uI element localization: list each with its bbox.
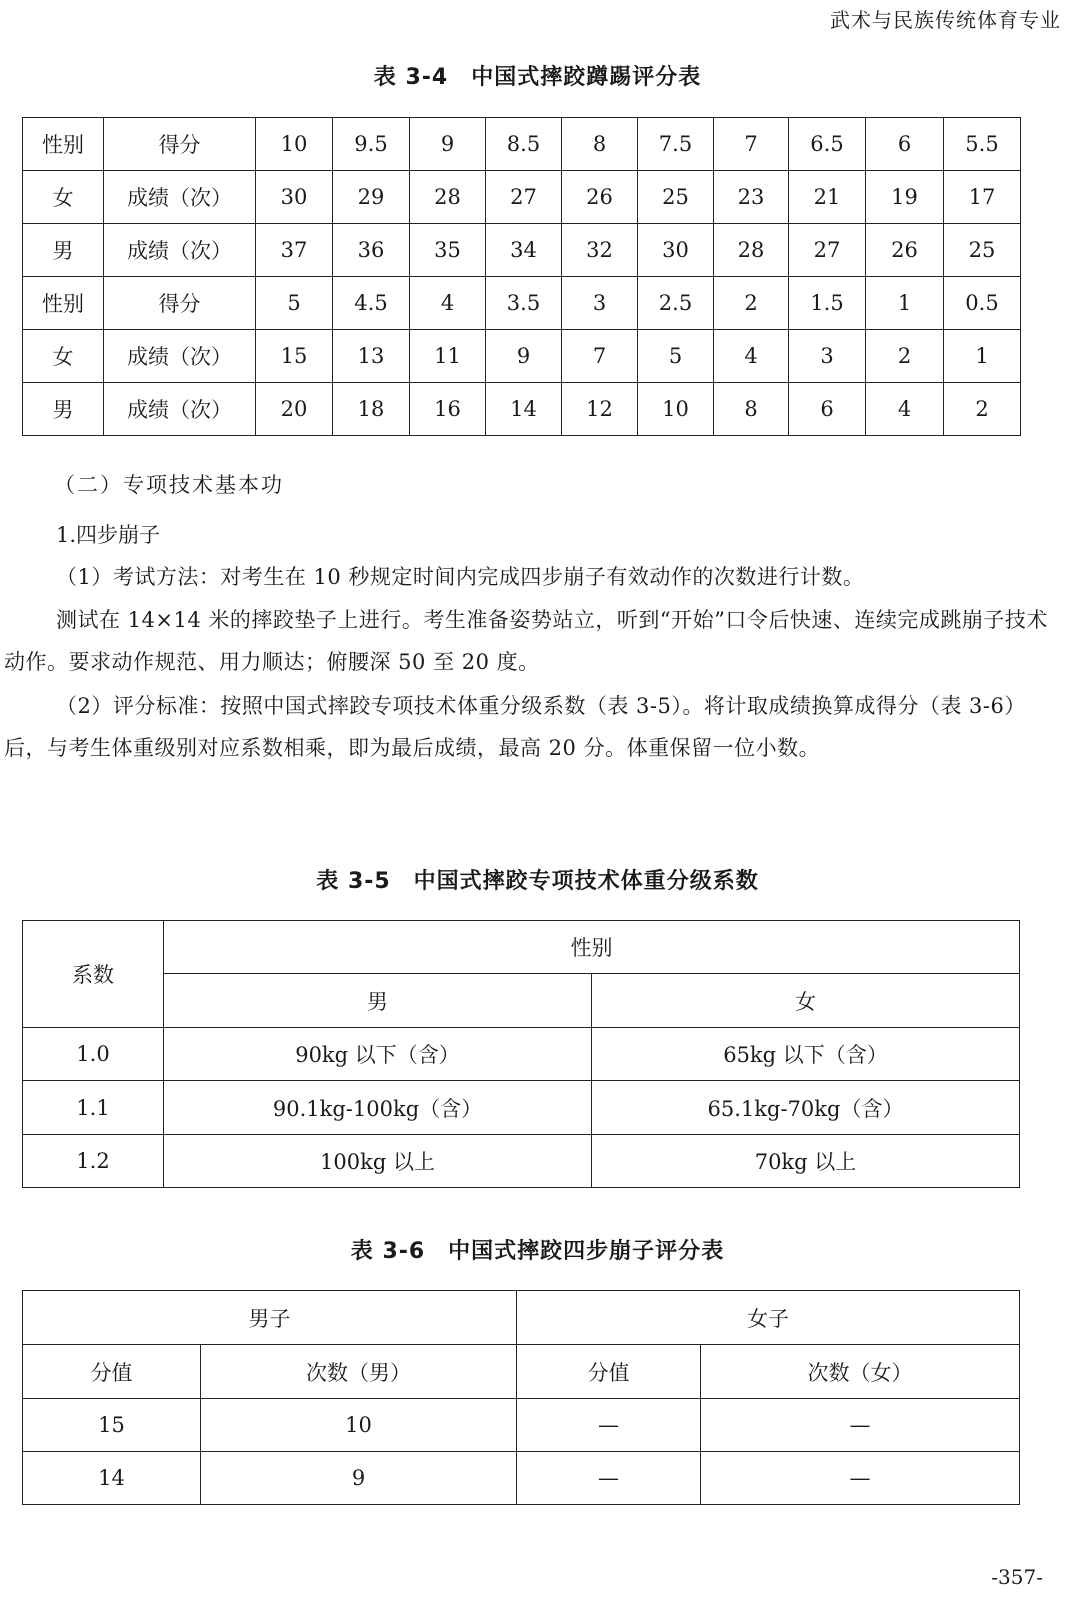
table-cell: 29: [333, 171, 410, 224]
table-cell: 1.1: [23, 1081, 164, 1135]
table-cell: 1: [944, 330, 1021, 383]
paragraph-test-details: 测试在 14×14 米的摔跤垫子上进行。考生准备姿势站立，听到“开始”口令后快速、连续完成跳崩子技术动作。要求动作规范、用力顺达；俯腰深 50 至 20 度。: [4, 608, 1048, 674]
table-cell: 3: [789, 330, 866, 383]
page-number: -357-: [991, 1565, 1043, 1589]
table-cell: 90kg 以下（含）: [164, 1028, 592, 1081]
gender-cell: 女: [23, 330, 104, 383]
table-cell: 16: [410, 383, 486, 436]
table-cell: 2.5: [638, 277, 714, 330]
table-cell: 1.0: [23, 1028, 164, 1081]
gender-cell: 男: [23, 224, 104, 277]
table-cell: 20: [256, 383, 333, 436]
gender-cell: 性别: [23, 277, 104, 330]
table-cell: 8: [714, 383, 789, 436]
table-row: [23, 224, 1021, 277]
header-gender: 性别: [164, 921, 1020, 974]
header-score-women: 分值: [517, 1345, 701, 1399]
table-cell: 5.5: [944, 118, 1021, 171]
header-men: 男子: [23, 1291, 517, 1345]
table-cell: 100kg 以上: [164, 1135, 592, 1188]
row-label-cell: 得分: [104, 277, 256, 330]
table-cell: 5: [638, 330, 714, 383]
paragraph-test-method: （1）考试方法：对考生在 10 秒规定时间内完成四步崩子有效动作的次数进行计数。: [56, 565, 865, 589]
table-cell: 65.1kg-70kg（含）: [592, 1081, 1020, 1135]
table-cell: 30: [638, 224, 714, 277]
table-cell: 10: [638, 383, 714, 436]
table-cell: 10: [256, 118, 333, 171]
table-cell: 19: [866, 171, 944, 224]
table-cell: 1.5: [789, 277, 866, 330]
table-cell: —: [701, 1452, 1020, 1505]
table-cell: 4.5: [333, 277, 410, 330]
table-cell: 37: [256, 224, 333, 277]
row-label-cell: 成绩（次）: [104, 224, 256, 277]
table-row: [23, 118, 1021, 171]
table-row: [23, 277, 1021, 330]
table-cell: 6: [866, 118, 944, 171]
gender-cell: 性别: [23, 118, 104, 171]
table-cell: 1.2: [23, 1135, 164, 1188]
table-cell: 11: [410, 330, 486, 383]
header-female: 女: [592, 974, 1020, 1028]
table-cell: 2: [944, 383, 1021, 436]
table-row: [23, 383, 1021, 436]
table-3-4: [22, 117, 1021, 436]
gender-cell: 男: [23, 383, 104, 436]
table-cell: 5: [256, 277, 333, 330]
table-cell: —: [517, 1399, 701, 1452]
table-cell: 30: [256, 171, 333, 224]
table-cell: 6: [789, 383, 866, 436]
header-women: 女子: [517, 1291, 1020, 1345]
table-cell: 23: [714, 171, 789, 224]
row-label-cell: 成绩（次）: [104, 171, 256, 224]
table-cell: 9.5: [333, 118, 410, 171]
table-cell: 27: [486, 171, 562, 224]
table-cell: 27: [789, 224, 866, 277]
table-cell: 6.5: [789, 118, 866, 171]
table-cell: 2: [714, 277, 789, 330]
table-cell: 8.5: [486, 118, 562, 171]
table-cell: 13: [333, 330, 410, 383]
table-cell: 9: [201, 1452, 517, 1505]
table-cell: 9: [486, 330, 562, 383]
table-cell: 9: [410, 118, 486, 171]
header-score-men: 分值: [23, 1345, 201, 1399]
table-3-6: [22, 1290, 1020, 1505]
table-cell: 28: [714, 224, 789, 277]
table-cell: —: [517, 1452, 701, 1505]
table-cell: 14: [23, 1452, 201, 1505]
table-cell: 65kg 以下（含）: [592, 1028, 1020, 1081]
table-3-5: [22, 920, 1020, 1188]
header-coefficient: 系数: [23, 921, 164, 1028]
table-cell: 17: [944, 171, 1021, 224]
header-count-men: 次数（男）: [201, 1345, 517, 1399]
table-cell: 15: [23, 1399, 201, 1452]
table-cell: 14: [486, 383, 562, 436]
header-count-women: 次数（女）: [701, 1345, 1020, 1399]
item-title: 1.四步崩子: [56, 523, 161, 547]
table-3-5-caption: 表 3-5 中国式摔跤专项技术体重分级系数: [316, 869, 759, 894]
table-cell: 28: [410, 171, 486, 224]
row-label-cell: 成绩（次）: [104, 330, 256, 383]
table-cell: 2: [866, 330, 944, 383]
table-cell: 7: [714, 118, 789, 171]
table-cell: 3.5: [486, 277, 562, 330]
table-cell: 25: [944, 224, 1021, 277]
table-cell: 70kg 以上: [592, 1135, 1020, 1188]
table-cell: 21: [789, 171, 866, 224]
table-cell: 90.1kg-100kg（含）: [164, 1081, 592, 1135]
table-cell: 0.5: [944, 277, 1021, 330]
table-cell: 15: [256, 330, 333, 383]
table-cell: 36: [333, 224, 410, 277]
table-cell: 7: [562, 330, 638, 383]
table-cell: 8: [562, 118, 638, 171]
table-cell: 4: [866, 383, 944, 436]
table-cell: 32: [562, 224, 638, 277]
table-cell: 12: [562, 383, 638, 436]
table-cell: —: [701, 1399, 1020, 1452]
table-cell: 34: [486, 224, 562, 277]
table-cell: 4: [410, 277, 486, 330]
table-row: [23, 330, 1021, 383]
table-cell: 7.5: [638, 118, 714, 171]
table-cell: 18: [333, 383, 410, 436]
running-header: 武术与民族传统体育专业: [830, 8, 1061, 32]
table-cell: 25: [638, 171, 714, 224]
table-cell: 26: [866, 224, 944, 277]
table-cell: 1: [866, 277, 944, 330]
paragraph-scoring: （2）评分标准：按照中国式摔跤专项技术体重分级系数（表 3-5）。将计取成绩换算成得分（表 3-6）后，与考生体重级别对应系数相乘，即为最后成绩，最高 20 分。体重保留一位小数。: [4, 694, 1026, 760]
header-male: 男: [164, 974, 592, 1028]
table-cell: 26: [562, 171, 638, 224]
table-3-4-caption: 表 3-4 中国式摔跤蹲踢评分表: [373, 65, 702, 90]
row-label-cell: 得分: [104, 118, 256, 171]
table-cell: 10: [201, 1399, 517, 1452]
section-heading: （二）专项技术基本功: [54, 473, 284, 497]
table-cell: 3: [562, 277, 638, 330]
table-3-6-caption: 表 3-6 中国式摔跤四步崩子评分表: [350, 1239, 725, 1264]
gender-cell: 女: [23, 171, 104, 224]
table-cell: 35: [410, 224, 486, 277]
table-row: [23, 171, 1021, 224]
row-label-cell: 成绩（次）: [104, 383, 256, 436]
table-cell: 4: [714, 330, 789, 383]
